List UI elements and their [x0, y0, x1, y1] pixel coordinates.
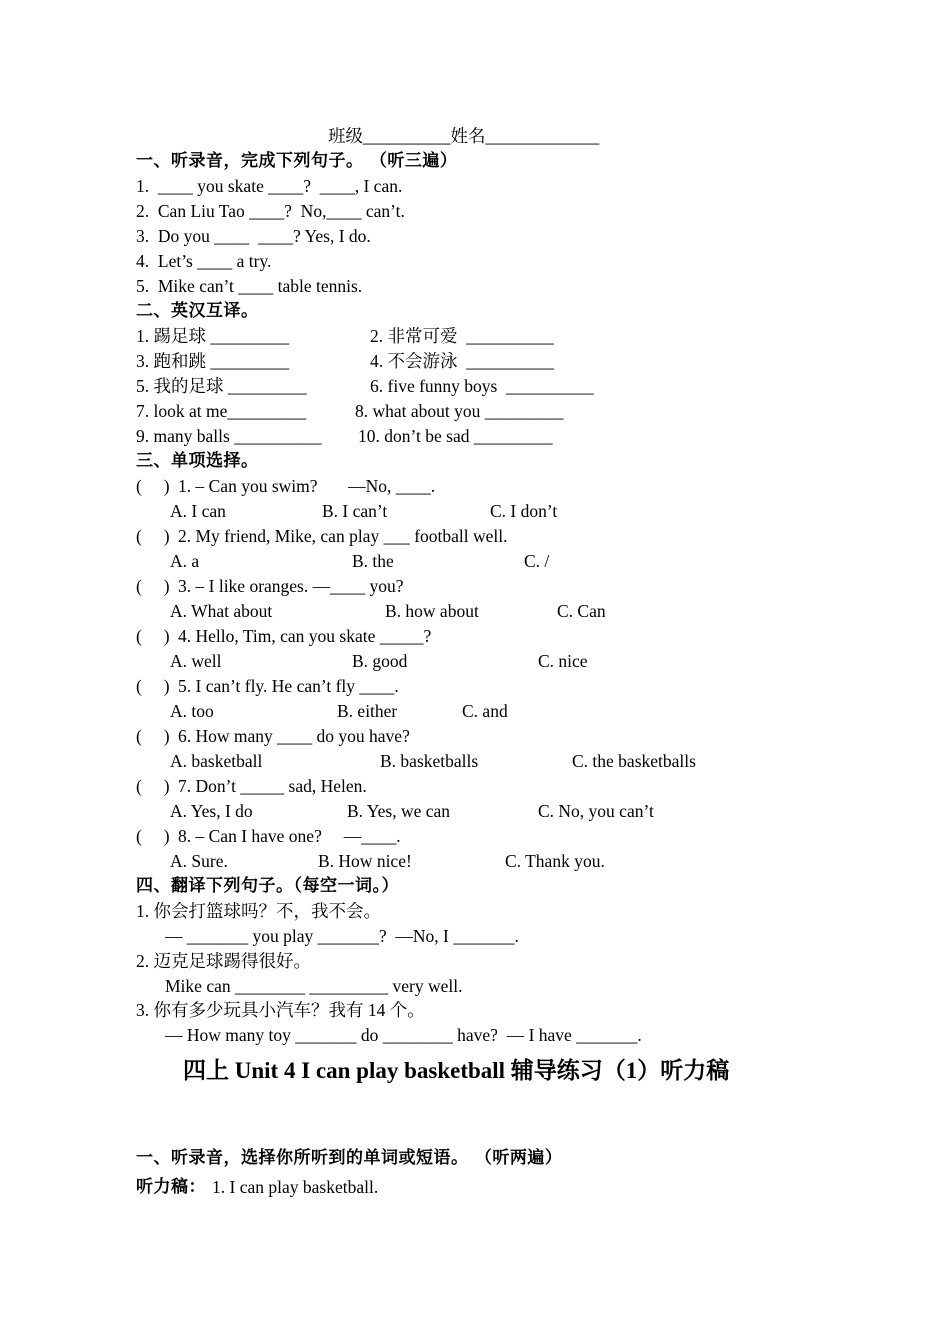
answer-bracket[interactable]: ( )	[136, 726, 170, 746]
option-a: A. a	[170, 551, 200, 571]
sentence-chinese: 1. 你会打篮球吗？不，我不会。	[136, 901, 381, 921]
option-c: C. nice	[538, 651, 588, 671]
translate-item: 3. 跑和跳 _________	[136, 351, 290, 371]
section2-heading: 二、英汉互译。	[136, 301, 259, 321]
listening-label: 听力稿：	[136, 1177, 206, 1197]
translate-item: 6. five funny boys __________	[370, 376, 594, 396]
section1-item: 1. ____ you skate ____? ____, I can.	[136, 176, 403, 196]
sentence-chinese: 3. 你有多少玩具小汽车？我有 14 个。	[136, 1000, 425, 1020]
sentence-chinese: 2. 迈克足球踢得很好。	[136, 951, 311, 971]
option-b: B. the	[352, 551, 394, 571]
option-a: A. too	[170, 701, 214, 721]
section1-heading: 一、听录音，完成下列句子。 （听三遍）	[136, 151, 458, 171]
question-stem: 5. I can’t fly. He can’t fly ____.	[178, 676, 399, 696]
section1-item: 5. Mike can’t ____ table tennis.	[136, 276, 363, 296]
question-stem: 2. My friend, Mike, can play ___ football well.	[178, 526, 508, 546]
answer-bracket[interactable]: ( )	[136, 676, 170, 696]
section3-heading: 三、单项选择。	[136, 451, 259, 471]
question-stem: 4. Hello, Tim, can you skate _____?	[178, 626, 432, 646]
option-b: B. I can’t	[322, 501, 388, 521]
translate-item: 8. what about you _________	[355, 401, 564, 421]
option-a: A. basketball	[170, 751, 263, 771]
answer-bracket[interactable]: ( )	[136, 776, 170, 796]
translate-item: 2. 非常可爱 __________	[370, 326, 554, 346]
option-c: C. the basketballs	[572, 751, 696, 771]
sentence-blank-line: — How many toy _______ do ________ have? — I have _______.	[165, 1025, 642, 1045]
answer-bracket[interactable]: ( )	[136, 826, 170, 846]
translate-item: 7. look at me_________	[136, 401, 307, 421]
option-b: B. How nice!	[318, 851, 412, 871]
section1-item: 3. Do you ____ ____? Yes, I do.	[136, 226, 371, 246]
translate-item: 1. 踢足球 _________	[136, 326, 290, 346]
option-c: C. and	[462, 701, 508, 721]
answer-bracket[interactable]: ( )	[136, 476, 170, 496]
option-a: A. I can	[170, 501, 226, 521]
listening-line: 1. I can play basketball.	[212, 1177, 379, 1197]
option-c: C. Thank you.	[505, 851, 605, 871]
question-stem: 3. – I like oranges. —____ you?	[178, 576, 404, 596]
option-a: A. Sure.	[170, 851, 228, 871]
script-title: 四上 Unit 4 I can play basketball 辅导练习（1）听力稿	[183, 1058, 730, 1083]
translate-item: 9. many balls __________	[136, 426, 322, 446]
option-c: C. No, you can’t	[538, 801, 654, 821]
answer-bracket[interactable]: ( )	[136, 526, 170, 546]
option-b: B. basketballs	[380, 751, 479, 771]
translate-item: 10. don’t be sad _________	[358, 426, 553, 446]
question-stem: 1. – Can you swim? —No, ____.	[178, 476, 436, 496]
answer-bracket[interactable]: ( )	[136, 626, 170, 646]
option-c: C. /	[524, 551, 550, 571]
section1-item: 4. Let’s ____ a try.	[136, 251, 272, 271]
section4-heading: 四、翻译下列句子。（每空一词。）	[136, 876, 399, 896]
question-stem: 6. How many ____ do you have?	[178, 726, 410, 746]
option-a: A. What about	[170, 601, 273, 621]
sentence-blank-line: Mike can ________ _________ very well.	[165, 976, 463, 996]
listening-heading: 一、听录音，选择你所听到的单词或短语。 （听两遍）	[136, 1148, 563, 1168]
section1-item: 2. Can Liu Tao ____? No,____ can’t.	[136, 201, 405, 221]
question-stem: 7. Don’t _____ sad, Helen.	[178, 776, 367, 796]
option-c: C. I don’t	[490, 501, 558, 521]
option-b: B. either	[337, 701, 398, 721]
question-stem: 8. – Can I have one? —____.	[178, 826, 401, 846]
translate-item: 5. 我的足球 _________	[136, 376, 307, 396]
answer-bracket[interactable]: ( )	[136, 576, 170, 596]
option-c: C. Can	[557, 601, 606, 621]
translate-item: 4. 不会游泳 __________	[370, 351, 554, 371]
option-b: B. good	[352, 651, 408, 671]
option-a: A. Yes, I do	[170, 801, 253, 821]
sentence-blank-line: — _______ you play _______? —No, I _______.	[165, 926, 519, 946]
option-a: A. well	[170, 651, 222, 671]
option-b: B. Yes, we can	[347, 801, 451, 821]
class-name-line: 班级__________姓名_____________	[328, 126, 600, 146]
option-b: B. how about	[385, 601, 479, 621]
